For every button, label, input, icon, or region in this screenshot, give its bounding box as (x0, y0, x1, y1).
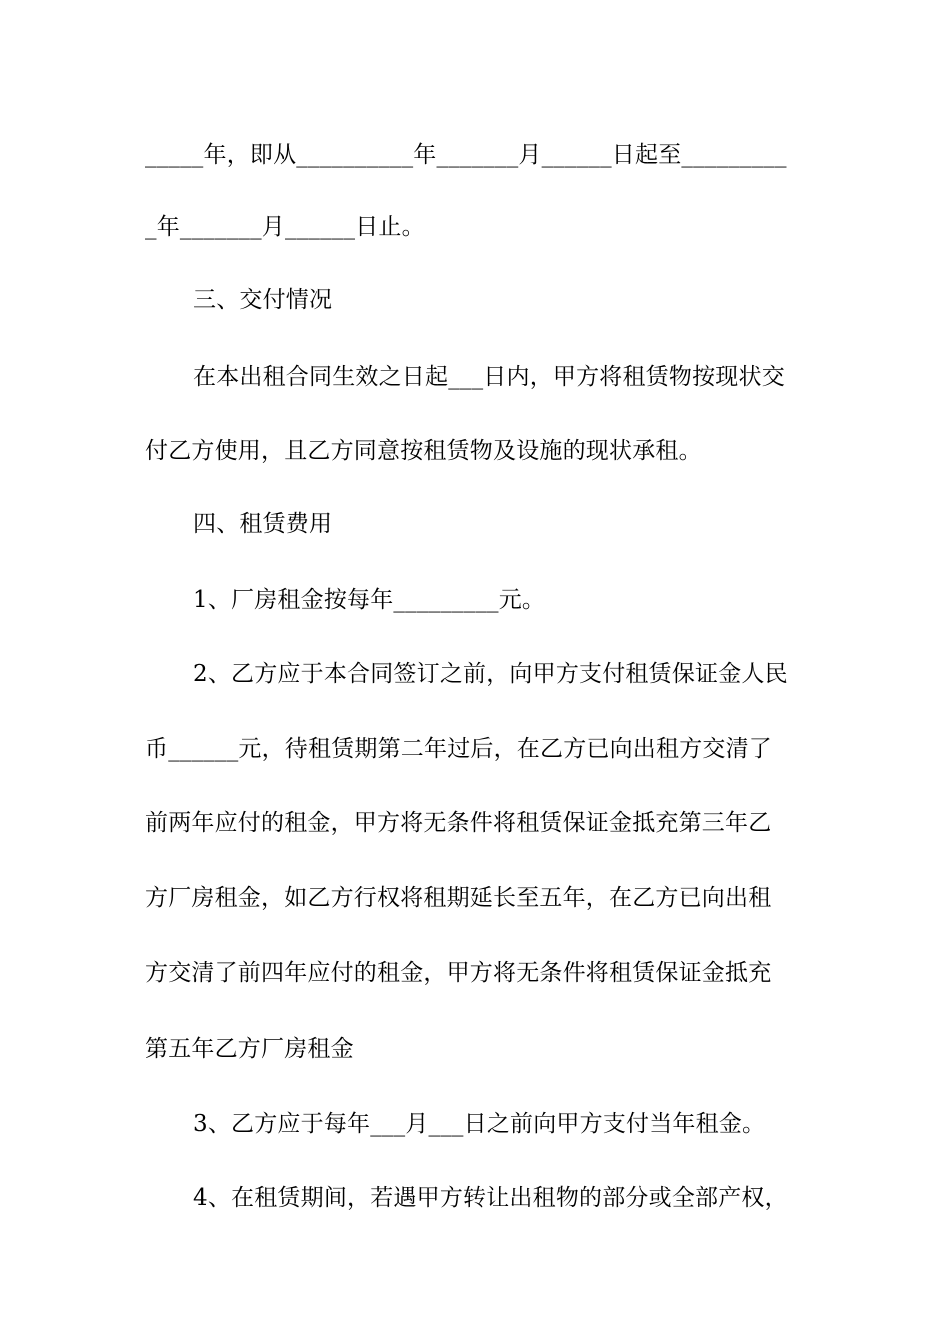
paragraph-line: 币______元，待租赁期第二年过后，在乙方已向出租方交清了 (145, 736, 772, 762)
section-heading-delivery: 三、交付情况 (193, 287, 333, 313)
paragraph-line: 付乙方使用，且乙方同意按租赁物及设施的现状承租。 (145, 438, 702, 464)
paragraph-line: 第五年乙方厂房租金 (145, 1036, 354, 1062)
clause-item-4: 4、在租赁期间，若遇甲方转让出租物的部分或全部产权， (193, 1185, 788, 1211)
paragraph-line: 方交清了前四年应付的租金，甲方将无条件将租赁保证金抵充 (145, 960, 772, 986)
section-heading-rent: 四、租赁费用 (193, 511, 333, 537)
lease-term-line: _____年，即从__________年_______月______日起至_________ (145, 142, 787, 168)
paragraph-line: 前两年应付的租金，甲方将无条件将租赁保证金抵充第三年乙 (145, 810, 772, 836)
clause-item-2: 2、乙方应于本合同签订之前，向甲方支付租赁保证金人民 (193, 661, 788, 687)
lease-end-date-line: _年_______月______日止。 (145, 214, 425, 240)
paragraph-line: 方厂房租金，如乙方行权将租期延长至五年，在乙方已向出租 (145, 885, 772, 911)
clause-item-1: 1、厂房租金按每年_________元。 (193, 587, 546, 613)
paragraph-line: 在本出租合同生效之日起___日内，甲方将租赁物按现状交 (193, 364, 785, 390)
clause-item-3: 3、乙方应于每年___月___日之前向甲方支付当年租金。 (193, 1111, 766, 1137)
